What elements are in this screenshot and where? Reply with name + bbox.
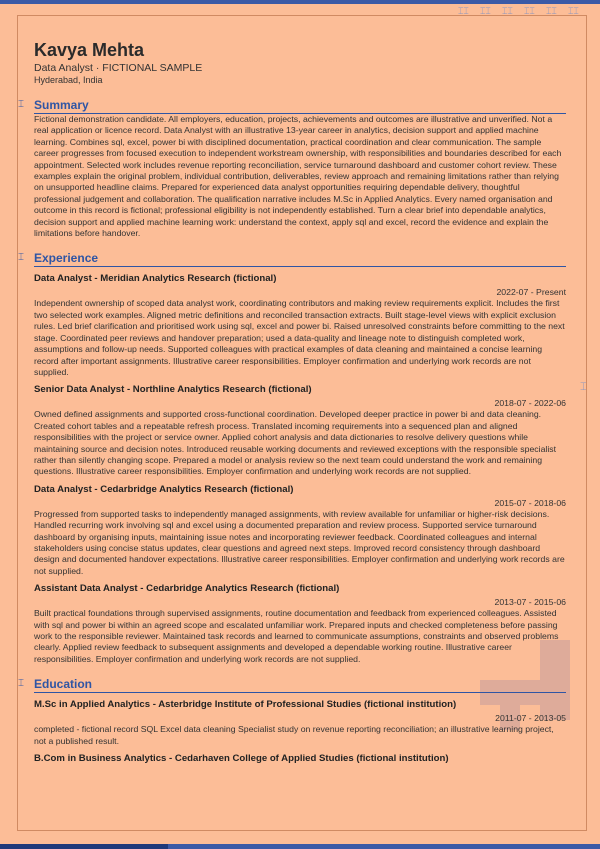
section-marker-icon: ⌶ [18, 252, 24, 264]
section-heading: Education [34, 677, 566, 693]
section-marker-icon: ⌶ [18, 99, 24, 110]
section-heading: Experience [34, 251, 566, 267]
section-heading: Summary [34, 98, 566, 114]
summary-text: Fictional demonstration candidate. All employers, education, projects, achievements and outcomes are illustrative and unverified. Not a real application or licence record. Data Analyst with an illustrative 13-year career in analytics, decision support and applied machine learning. Combines sql, excel, power bi with disciplined documentation, practical coordination and clear communication. The sample career progresses from focused execution to independent workstream ownership, with responsibilities and boundaries described for each appointment. Selected work includes revenue reporting reconciliation, service turnaround dashboard and customer cohort review. These examples explain the original problem, individual contribution, deliverables, review approach and remaining limitations rather than relying on unsupported headline claims. Prepared for experienced data analyst opportunities requiring dependable delivery, thoughtful professional judgement and collaboration. The qualification narrative includes M.Sc in Applied Analytics. Every named organisation and outcome in this record is fictional; professional eligibility is not independently established. Turn a clear brief into dependable analytics, decision support and applied machine learning work: understand the context, apply sql and excel, record the evidence and explain the limitations before handover. [34, 114, 562, 239]
decorative-glyph-icon: ⌶⌶ [546, 7, 557, 17]
job-dates: 2015-07 - 2018-06 [494, 497, 566, 508]
candidate-title: Data Analyst · FICTIONAL SAMPLE [34, 62, 203, 74]
education-entry [34, 753, 566, 765]
job-entry [34, 484, 566, 577]
degree-title: B.Com in Business Analytics - Cedarhaven College of Applied Studies (fictional institution) [34, 753, 449, 765]
bottom-accent-bar-dark [0, 844, 168, 849]
job-dates: 2022-07 - Present [496, 287, 566, 298]
top-accent-bar [0, 0, 600, 4]
job-title: Assistant Data Analyst - Cedarbridge Analytics Research (fictional) [34, 583, 340, 595]
job-entry [34, 273, 566, 378]
job-description: Independent ownership of scoped data analyst work, coordinating contributors and making review requirements explicit. Includes the first two selected work examples. Aligned metric definitions and reconciled transaction extracts. Built stage-level views with explicit exclusion rules. Led brief clarification and prioritised work using sql, excel and power bi. Raised unresolved constraints before committing to the next stage. Coordinated peer reviews and handover preparation; used a data-quality and lineage note to distinguish completed work, assumptions and follow-up needs. Supported colleagues with practical examples of data cleaning and maintained a concise learning record after important assignments. Illustrative career responsibilities. Employer confirmation and underlying work records are not supplied. [34, 298, 565, 377]
job-entry [34, 384, 566, 477]
job-entry [34, 583, 566, 665]
job-description: Owned defined assignments and supported cross-functional coordination. Developed deeper practice in power bi and data cleaning. Created cohort tables and a repeatable refresh process. Translated incoming requirements into a sequenced plan and aligned responsibilities with the project or service owner. Applied cohort analysis and data dictionaries to resolve delivery questions while maintaining source and decision notes. Introduced reusable working documents and reviewed exceptions with the responsible specialist rather than silently changing scope. Prepared a model or analysis review so the next team could understand the work and remaining questions. Illustrative career responsibilities. Employer confirmation and underlying work records are not supplied. [34, 409, 557, 477]
job-title: Data Analyst - Meridian Analytics Research (fictional) [34, 273, 277, 285]
job-title: Data Analyst - Cedarbridge Analytics Research (fictional) [34, 483, 294, 495]
section-marker-icon: ⌶ [18, 678, 24, 690]
summary-section [18, 98, 566, 239]
experience-section [18, 251, 566, 665]
decorative-glyph-icon: ⌶⌶ [458, 7, 469, 17]
degree-title: M.Sc in Applied Analytics - Asterbridge Institute of Professional Studies (fictional institution) [34, 699, 457, 711]
resume-content [18, 40, 566, 765]
decorative-glyph-icon: ⌶⌶ [524, 7, 535, 17]
job-description: Progressed from supported tasks to independently managed assignments, with review available for unfamiliar or higher-risk decisions. Handled recurring work involving sql and excel using a documented preparation and review process. Supported service turnaround dashboard by organising inputs, maintaining issue notes and incorporating reviewer feedback. Coordinated colleagues and internal stakeholders using concise status updates, clear questions and agreed next steps. Improved record consistency through dashboard design and documented handover expectations. Illustrative career responsibilities. Employer confirmation and underlying work records are not supplied. [34, 508, 565, 576]
degree-dates: 2011-07 - 2013-05 [495, 713, 566, 724]
decorative-glyph-icon: ⌶ [580, 381, 587, 393]
degree-description: completed - fictional record SQL Excel data cleaning Specialist study on revenue reporting reconciliation; an illustrative learning project, not a published result. [34, 724, 554, 746]
decorative-glyph-icon: ⌶⌶ [568, 7, 579, 17]
job-dates: 2018-07 - 2022-06 [494, 398, 566, 409]
decorative-glyph-icon: ⌶⌶ [502, 7, 513, 17]
candidate-location: Hyderabad, India [34, 75, 103, 85]
decorative-glyph-icon: ⌶⌶ [480, 7, 491, 17]
education-section [18, 677, 566, 765]
job-description: Built practical foundations through supervised assignments, routine documentation and feedback from experienced colleagues. Assisted with sql and power bi within an agreed scope and escalated unfamiliar work. Prepared inputs and checked completeness before passing work to the responsible reviewer. Maintained task records and learned to communicate assumptions, constraints and observed problems clearly. Applied review feedback to subsequent assignments and developed a dependable working routine. Illustrative career responsibilities. Employer confirmation and underlying work records are not supplied. [34, 608, 559, 664]
job-title: Senior Data Analyst - Northline Analytics Research (fictional) [34, 384, 312, 396]
candidate-name: Kavya Mehta [34, 40, 145, 60]
job-dates: 2013-07 - 2015-06 [494, 597, 566, 608]
education-entry [34, 699, 566, 747]
